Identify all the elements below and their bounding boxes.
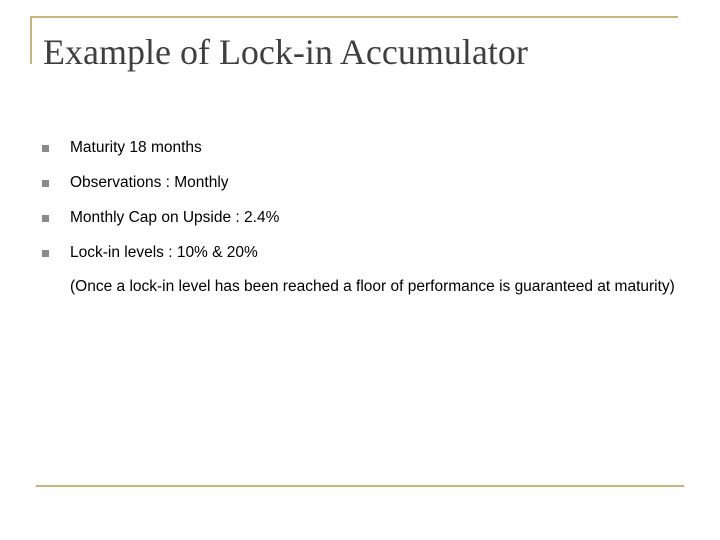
bullet-item-monthly-cap <box>42 207 682 242</box>
bullet-text: Maturity 18 months <box>70 139 202 156</box>
bullet-text: Monthly Cap on Upside : 2.4% <box>70 209 280 226</box>
bullet-item-observations <box>42 172 682 207</box>
left-decorative-tick <box>30 16 32 64</box>
bottom-decorative-rule <box>36 485 684 487</box>
bullet-item-maturity <box>42 137 682 172</box>
bullet-list <box>42 137 682 277</box>
bullet-text: Lock-in levels : 10% & 20% <box>70 244 258 261</box>
square-bullet-icon <box>42 180 49 187</box>
top-decorative-rule <box>30 16 678 18</box>
square-bullet-icon <box>42 145 49 152</box>
square-bullet-icon <box>42 250 49 257</box>
slide-title: Example of Lock-in Accumulator <box>43 32 528 72</box>
bullet-text: Observations : Monthly <box>70 174 229 191</box>
square-bullet-icon <box>42 215 49 222</box>
lock-in-note: (Once a lock-in level has been reached a floor of performance is guaranteed at maturity) <box>70 278 675 295</box>
